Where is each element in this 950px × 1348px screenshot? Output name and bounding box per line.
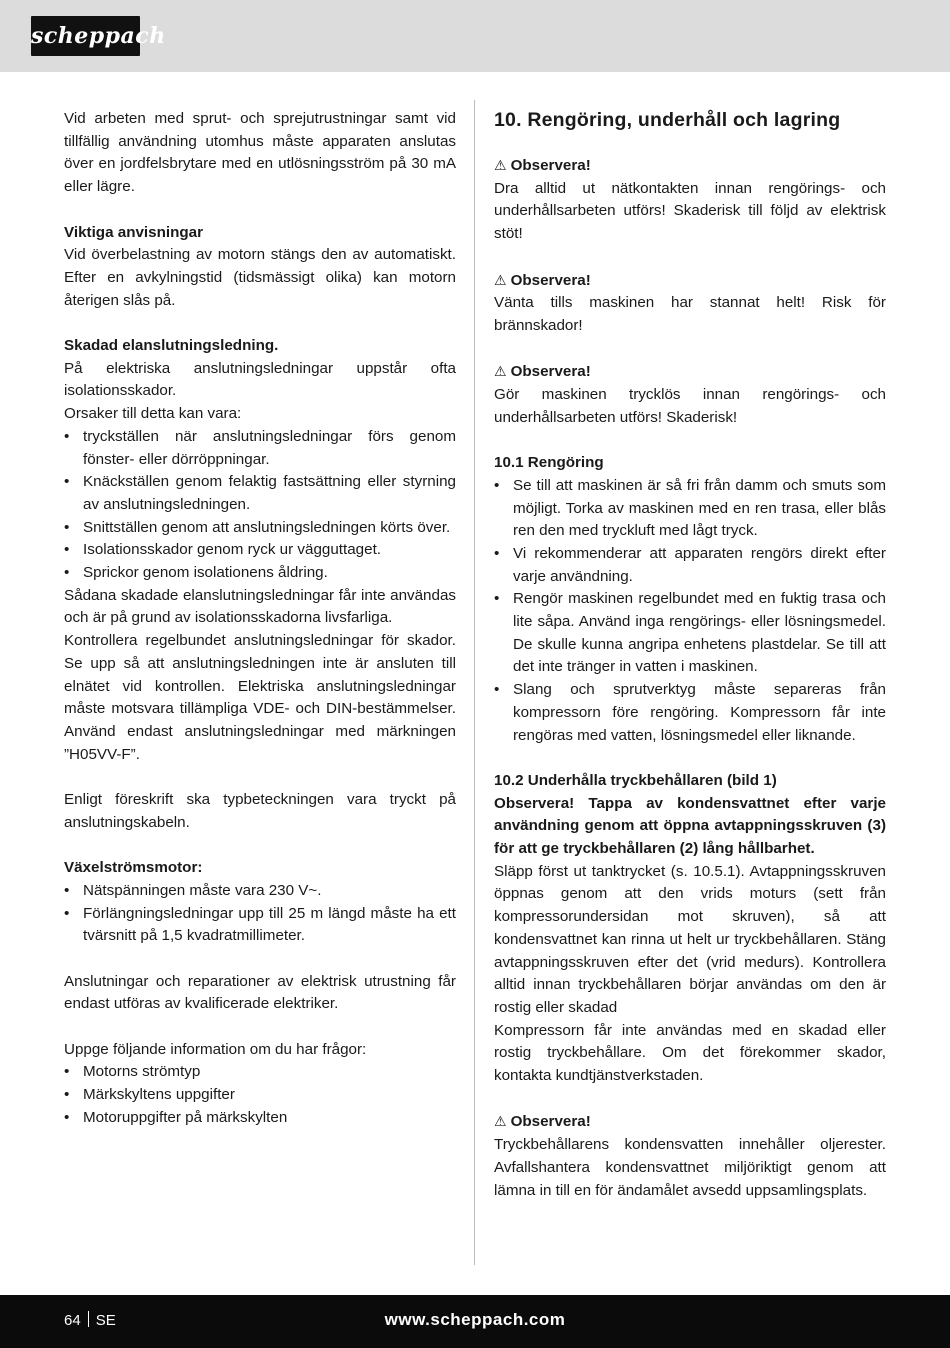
- page-header: [0, 0, 950, 72]
- warning-text-unplug: Dra alltid ut nätkontakten innan rengörings- och underhållsarbeten utförs! Skaderisk till följd av elektrisk stöt!: [494, 179, 886, 243]
- website-url[interactable]: www.scheppach.com: [384, 1310, 566, 1329]
- page-number: 64: [64, 1312, 81, 1329]
- column-divider: [474, 100, 475, 1265]
- list-cleaning: [494, 475, 886, 747]
- list-item: • Sprickor genom isolationens åldring.: [64, 564, 328, 582]
- paragraph-drain-condensate: Observera! Tappa av kondensvattnet efter varje användning genom att öppna avtappningsskruven (3) för att ge tryckbehållaren (2) lång hållbarhet.: [494, 794, 886, 858]
- warning-text-pressure: Gör maskinen trycklös innan rengörings- och underhållsarbeten utförs! Skaderisk!: [494, 386, 886, 426]
- section-title: 10. Rengöring, underhåll och lagring: [494, 109, 841, 131]
- list-item: • Motorns strömtyp: [64, 1063, 201, 1081]
- warning-triangle-icon: ⚠: [494, 1113, 507, 1130]
- list-item: • Motoruppgifter på märkskylten: [64, 1108, 288, 1126]
- warning-triangle-icon: ⚠: [494, 271, 507, 288]
- list-item: • tryckställen när anslutningsledningar förs genom fönster- eller dörröppningar.: [64, 427, 456, 468]
- paragraph-drain-screw: Släpp först ut tanktrycket (s. 10.5.1). Avtappningsskruven öppnas genom att den vrids moturs (sett från kompressorundersidan mot skruven), så att kondensvattnet kan rinna ut helt ur tryckbehållaren. Stäng avtappningsskruven efter det (vrid medurs). Kontrollera alltid innan tryckbehållaren börjar användas om den är rostig eller skadad: [494, 862, 886, 1016]
- heading-ac-motor: Växelströmsmotor:: [64, 859, 203, 877]
- paragraph-danger: Sådana skadade elanslutningsledningar får inte användas och är på grund av isolationsskadorna livsfarliga.: [64, 586, 456, 627]
- warning-triangle-icon: ⚠: [494, 157, 507, 173]
- list-item: • Snittställen genom att anslutningsledningen körts över.: [64, 518, 451, 536]
- paragraph-causes: Orsaker till detta kan vara:: [64, 405, 242, 423]
- warning-heading: ⚠ Observera!: [494, 1113, 591, 1131]
- paragraph-spray-equipment: Vid arbeten med sprut- och sprejutrustningar samt vid tillfällig användning utomhus måste apparaten anslutas över en jordfelsbrytare med en utlösningsström på 30 mA eller lägre.: [64, 110, 456, 196]
- heading-damaged-cable: Skadad elanslutningsledning.: [64, 337, 279, 354]
- warning-text-burns: Vänta tills maskinen har stannat helt! Risk för brännskador!: [494, 294, 886, 334]
- paragraph-qualified-electricians: Anslutningar och reparationer av elektrisk utrustning får endast utföras av kvalificerade elektriker.: [64, 972, 456, 1013]
- heading-viktiga-anvisningar: Viktiga anvisningar: [64, 223, 203, 241]
- warning-triangle-icon: ⚠: [494, 363, 507, 380]
- list-causes: [64, 426, 456, 585]
- list-item: • Se till att maskinen är så fri från damm och smuts som möjligt. Torka av maskinen med en ren trasa, eller blås ren den med tryckluft med lågt tryck.: [494, 476, 886, 540]
- list-item: • Förlängningsledningar upp till 25 m längd måste ha ett tvärsnitt på 1,5 kvadratmillimeter.: [64, 904, 456, 945]
- list-item: • Vi rekommenderar att apparaten rengörs direkt efter varje användning.: [494, 544, 886, 585]
- paragraph-check-cables: Kontrollera regelbundet anslutningsledningar för skador. Se upp så att anslutningsledningen inte är ansluten till elnätet vid kontrollen. Elektriska anslutningsledningar måste motsvara tillämpliga VDE- och DIN-bestämmelser. Använd endast anslutningsledningar med märkningen ”H05VV-F”.: [64, 632, 456, 763]
- warning-heading: ⚠ Observera!: [494, 363, 591, 381]
- list-item: • Slang och sprutverktyg måste separeras från kompressorn före rengöring. Kompressorn får inte rengöras med vatten, lösningsmedel eller liknande.: [494, 681, 886, 744]
- warning-heading: ⚠ Observera!: [494, 157, 591, 174]
- list-item: • Nätspänningen måste vara 230 V~.: [64, 881, 322, 899]
- list-item: • Knäckställen genom felaktig fastsättning eller styrning av anslutningsledningen.: [64, 473, 456, 513]
- list-item: • Rengör maskinen regelbundet med en fuktig trasa och lite såpa. Använd inga rengörings- eller lösningsmedel. De skulle kunna angripa enhetens plastdelar. Se till att det inte tränger in vatten i maskinen.: [494, 590, 886, 676]
- scheppach-logo: scheppach: [31, 16, 140, 56]
- left-column: [64, 108, 456, 1130]
- paragraph-type-designation: Enligt föreskrift ska typbeteckningen vara tryckt på anslutningskabeln.: [64, 791, 456, 831]
- paragraph-damaged-tank: Kompressorn får inte användas med en skadad eller rostig tryckbehållare. Om det förekommer skador, kontakta kundtjänstverkstaden.: [494, 1021, 886, 1085]
- paragraph-insulation-damage: På elektriska anslutningsledningar uppstår ofta isolationsskador.: [64, 359, 456, 400]
- language-code: SE: [95, 1312, 116, 1329]
- list-item: • Märkskyltens uppgifter: [64, 1086, 235, 1104]
- list-ac-motor: [64, 880, 456, 948]
- page-footer: [0, 1295, 950, 1348]
- right-column: [494, 108, 886, 1202]
- heading-cleaning: 10.1 Rengöring: [494, 454, 604, 472]
- warning-text-condensate: Tryckbehållarens kondensvatten innehåller oljerester. Avfallshantera kondensvattnet miljöriktigt genom att lämna in till en för ändamålet avsedd uppsamlingsplats.: [494, 1136, 886, 1199]
- list-item: • Isolationsskador genom ryck ur vägguttaget.: [64, 541, 382, 559]
- list-questions: [64, 1061, 456, 1129]
- paragraph-overload: Vid överbelastning av motorn stängs den av automatiskt. Efter en avkylningstid (tidsmässigt olika) kan motorn återigen slås på.: [64, 246, 456, 309]
- warning-heading: ⚠ Observera!: [494, 271, 591, 289]
- heading-pressure-tank: 10.2 Underhålla tryckbehållaren (bild 1): [494, 771, 777, 789]
- paragraph-questions: Uppge följande information om du har frågor:: [64, 1040, 367, 1058]
